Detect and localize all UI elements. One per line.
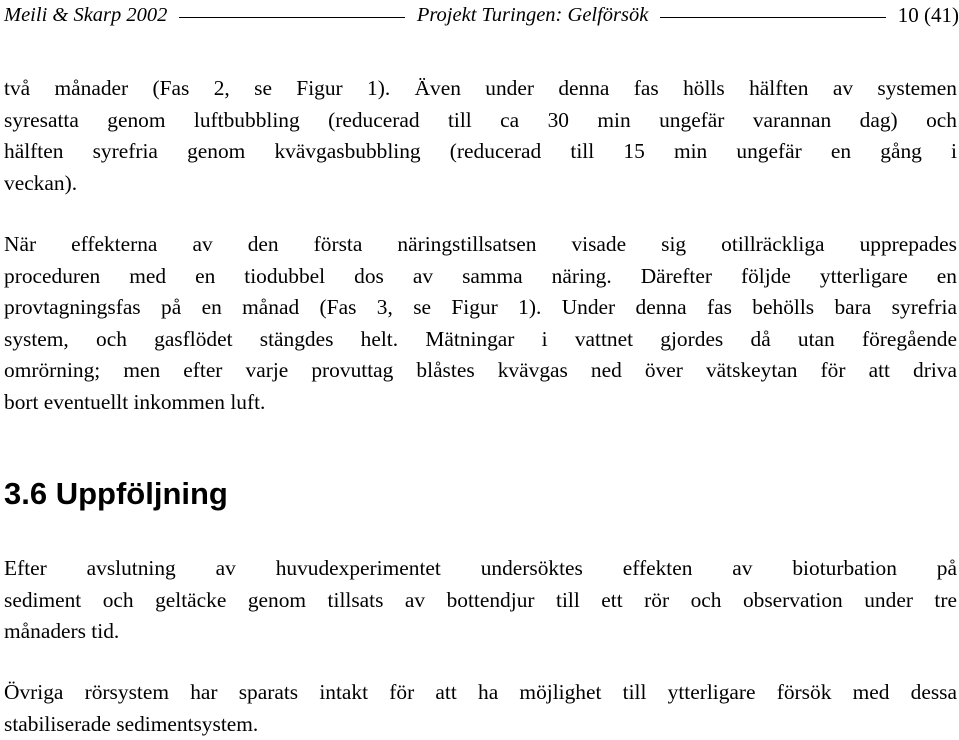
header-rule-right: [660, 17, 885, 18]
paragraph-phase-2: [4, 73, 957, 199]
paragraph-line: provtagningsfas på en månad (Fas 3, se Figur 1). Under denna fas behölls bara syrefria: [4, 295, 957, 320]
paragraph-line: system, och gasflödet stängdes helt. Mätningar i vattnet gjordes då utan föregående: [4, 326, 957, 351]
header-rule-left: [179, 17, 404, 18]
paragraph-line: stabiliserade sedimentsystem.: [4, 711, 259, 736]
paragraph-line: Övriga rörsystem har sparats intakt för att ha möjlighet till ytterligare försök med dessa: [4, 680, 957, 704]
header-authors: Meili & Skarp 2002: [4, 3, 168, 26]
paragraph-line: sediment och geltäcke genom tillsats av bottendjur till ett rör och observation under tre: [4, 587, 957, 612]
paragraph-line: Efter avslutning av huvudexperimentet undersöktes effekten av bioturbation på: [4, 556, 957, 580]
paragraph-line: månaders tid.: [4, 619, 120, 644]
section-heading: 3.6 Uppföljning: [4, 476, 228, 511]
paragraph-line: två månader (Fas 2, se Figur 1). Även under denna fas hölls hälften av systemen: [4, 76, 957, 100]
header-page-number: 10 (41): [897, 2, 959, 27]
paragraph-line: När effekterna av den första näringstillsatsen visade sig otillräckliga upprepades: [4, 232, 957, 256]
paragraph-phase-3: [4, 229, 957, 419]
paragraph-line: proceduren med en tiodubbel dos av samma näring. Därefter följde ytterligare en: [4, 263, 957, 288]
paragraph-line: bort eventuellt inkommen luft.: [4, 389, 266, 414]
paragraph-bioturbation: [4, 553, 957, 648]
paragraph-line: hälften syrefria genom kvävgasbubbling (reducerad till 15 min ungefär en gång i: [4, 139, 957, 164]
paragraph-remaining-systems: [4, 677, 957, 740]
paragraph-line: syresatta genom luftbubbling (reducerad till ca 30 min ungefär varannan dag) och: [4, 107, 957, 132]
header-project-title: Projekt Turingen: Gelförsök: [416, 3, 649, 26]
paragraph-line: omrörning; men efter varje provuttag blåstes kvävgas ned över vätskeytan för att driva: [4, 358, 957, 383]
paragraph-line: veckan).: [4, 170, 78, 195]
page-header: [4, 0, 959, 30]
